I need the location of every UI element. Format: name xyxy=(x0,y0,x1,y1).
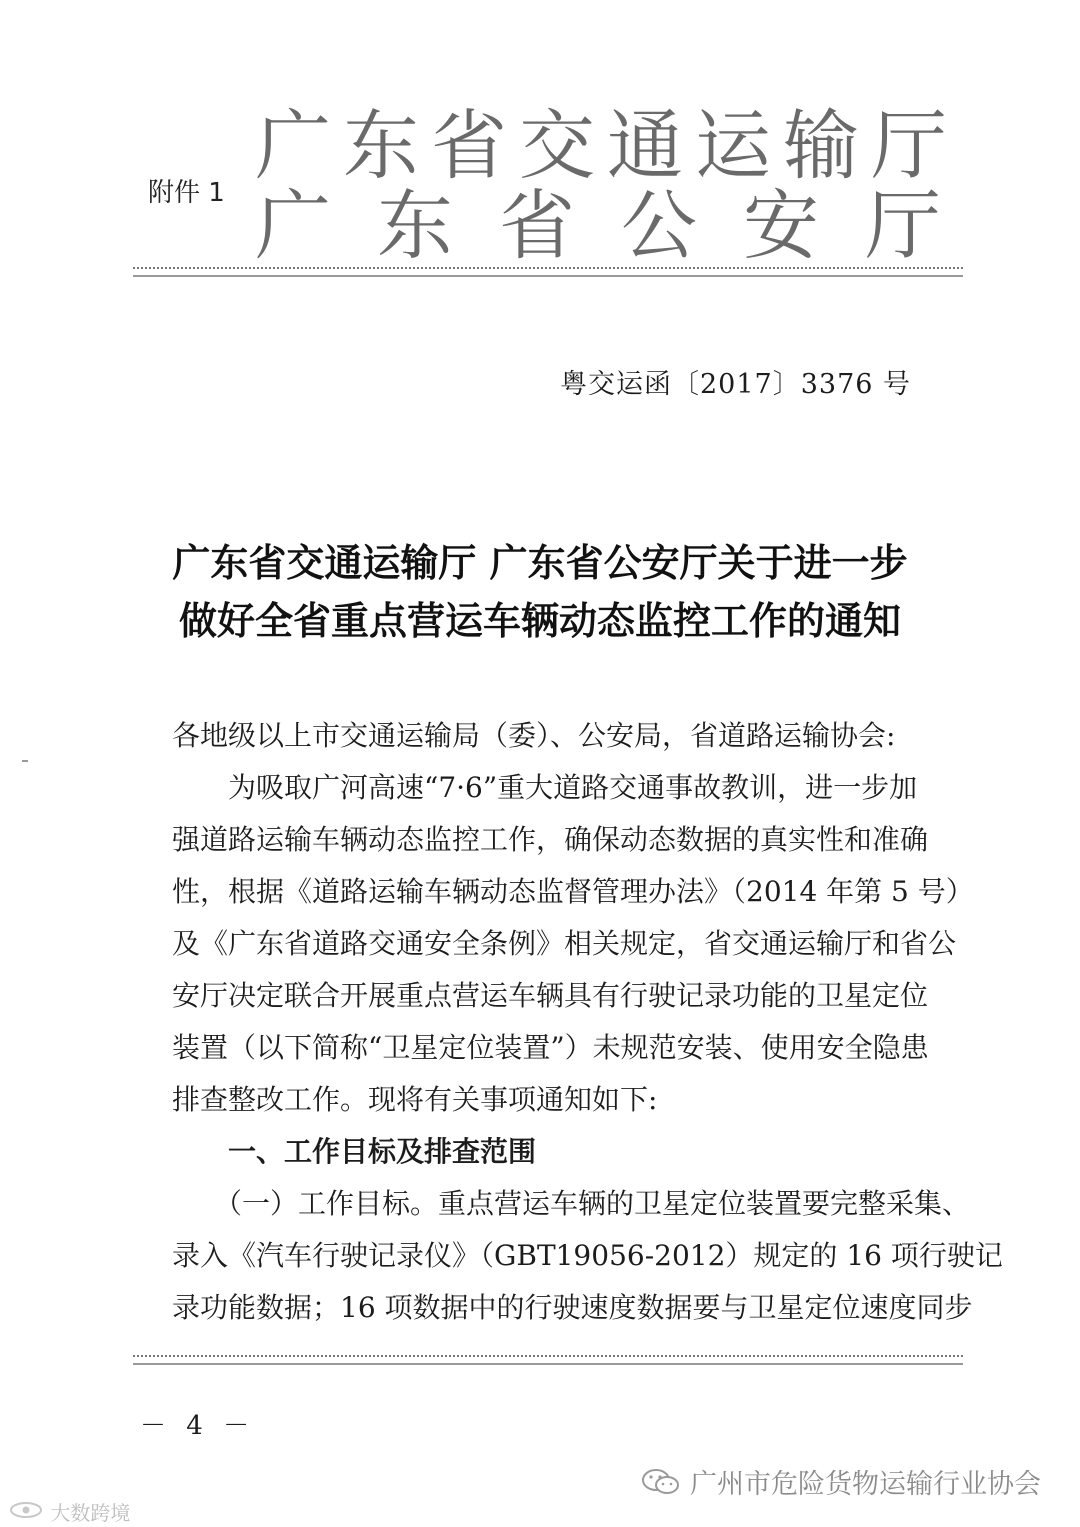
body-line: 录功能数据；16 项数据中的行驶速度数据要与卫星定位速度同步 xyxy=(172,1291,973,1324)
body-line: 安厅决定联合开展重点营运车辆具有行驶记录功能的卫星定位 xyxy=(172,979,929,1012)
page-number: － 4 － xyxy=(140,1411,256,1441)
watermark-right-text: 广州市危险货物运输行业协会 xyxy=(690,1469,1041,1500)
watermark-left xyxy=(8,1497,130,1526)
scan-margin-mark xyxy=(22,760,28,762)
addressee-line: 各地级以上市交通运输局（委）、公安局，省道路运输协会: xyxy=(172,719,896,752)
body-line: 装置（以下简称“卫星定位装置”）未规范安装、使用安全隐患 xyxy=(172,1031,929,1064)
body-line: 排查整改工作。现将有关事项通知如下: xyxy=(172,1083,658,1116)
body-line: 强道路运输车辆动态监控工作，确保动态数据的真实性和准确 xyxy=(172,823,929,856)
document-title-line-2: 做好全省重点营运车辆动态监控工作的通知 xyxy=(178,599,901,643)
agency-name-police: 广东省公安厅 xyxy=(255,181,987,270)
body-line: 性，根据《道路运输车辆动态监督管理办法》（2014 年第 5 号） xyxy=(172,875,974,908)
agency-name-transport: 广东省交通运输厅 xyxy=(255,101,959,190)
body-line: 为吸取广河高速“7·6”重大道路交通事故教训，进一步加 xyxy=(172,771,918,804)
header-divider xyxy=(133,267,963,277)
attachment-label: 附件 1 xyxy=(148,178,225,208)
document-title-line-1: 广东省交通运输厅 广东省公安厅关于进一步 xyxy=(172,541,908,585)
body-line: 录入《汽车行驶记录仪》（GBT19056-2012）规定的 16 项行驶记 xyxy=(172,1239,1003,1272)
watermark-right xyxy=(640,1462,1041,1501)
body-line: （一）工作目标。重点营运车辆的卫星定位装置要完整采集、 xyxy=(172,1187,971,1220)
eye-logo-icon xyxy=(8,1500,44,1520)
watermark-left-text: 大数跨境 xyxy=(50,1501,131,1525)
section-heading: 一、工作目标及排查范围 xyxy=(172,1135,537,1168)
document-number: 粤交运函〔2017〕3376 号 xyxy=(560,369,912,400)
wechat-icon xyxy=(640,1467,682,1497)
body-line: 及《广东省道路交通安全条例》相关规定，省交通运输厅和省公 xyxy=(172,927,957,960)
footer-divider xyxy=(133,1355,963,1365)
